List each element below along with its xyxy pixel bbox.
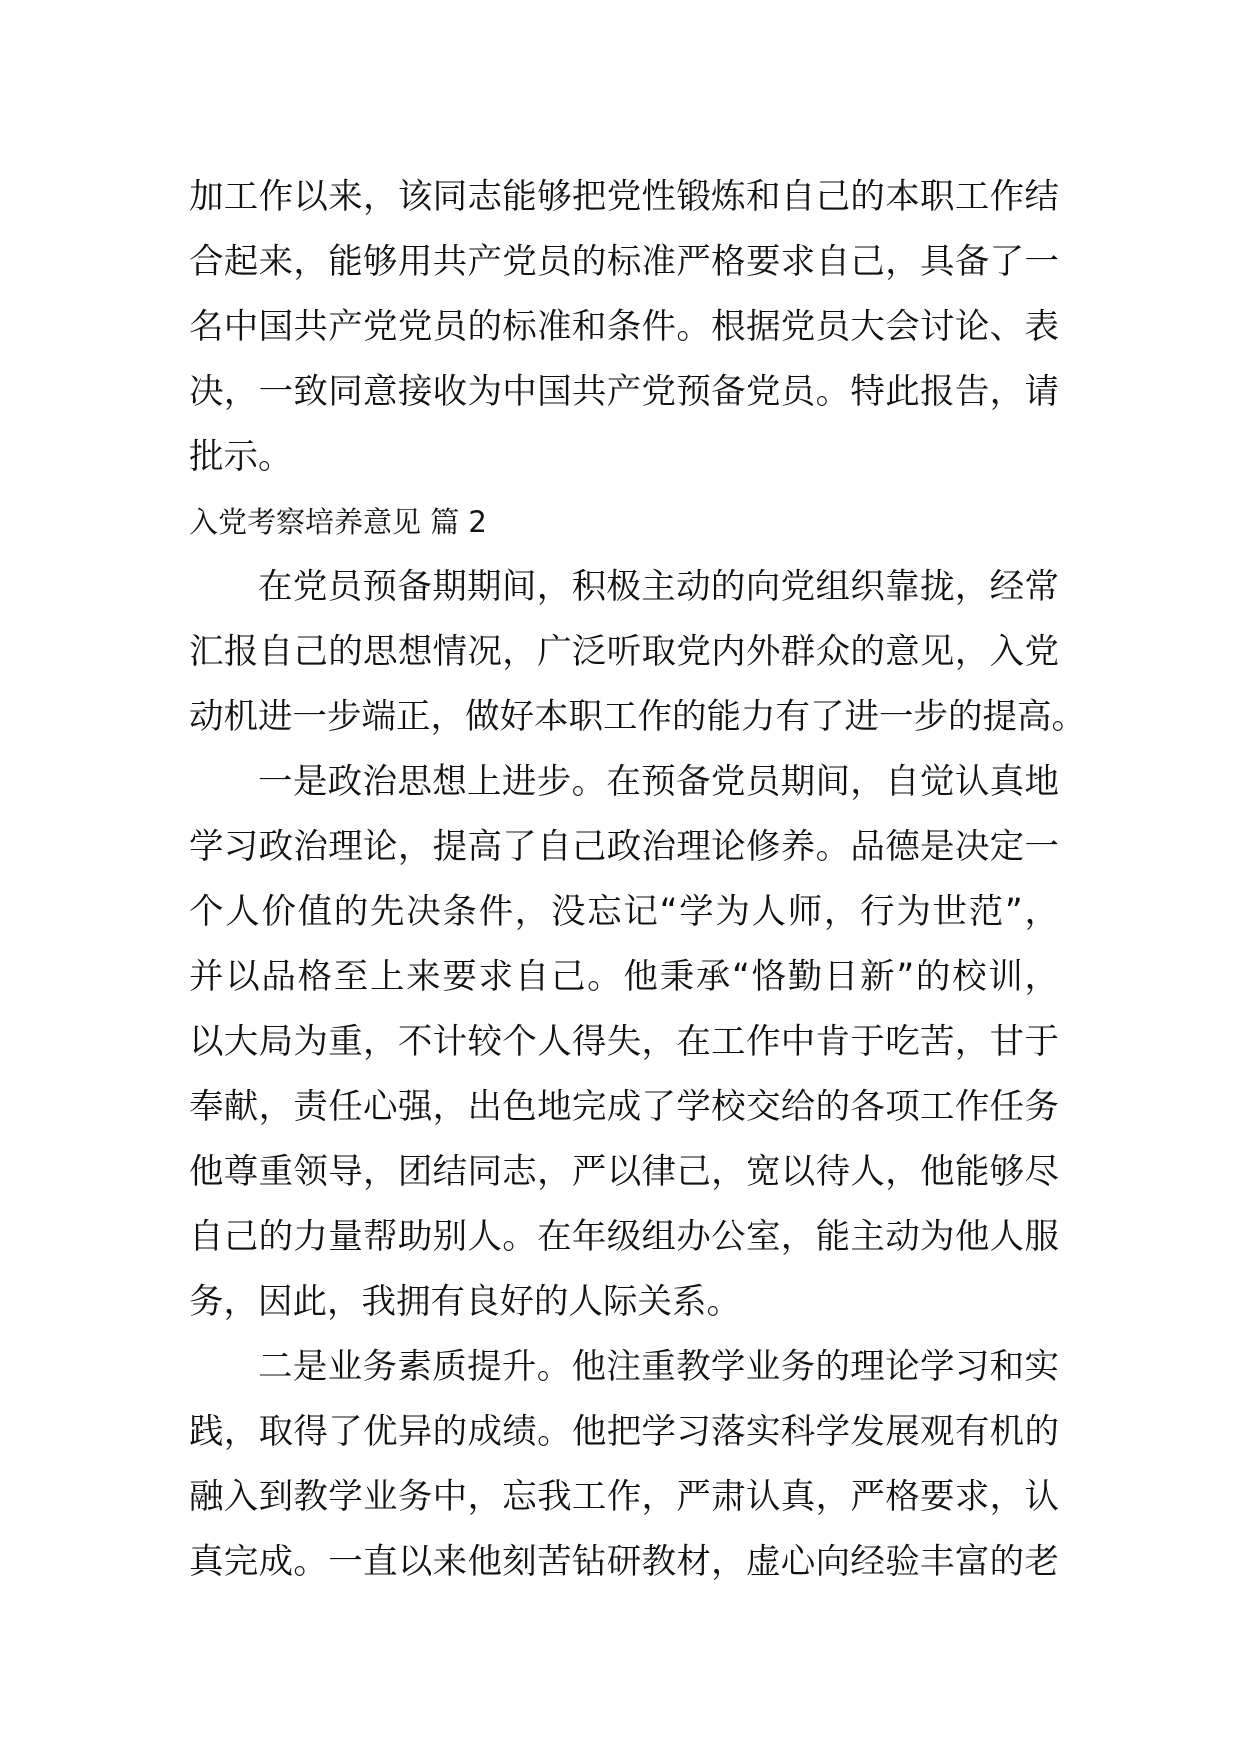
text-line: 名中国共产党党员的标准和条件。根据党员大会讨论、表 [189,307,1059,347]
text-line: 合起来，能够用共产党员的标准严格要求自己，具备了一 [189,242,1059,282]
text-line: 在党员预备期期间，积极主动的向党组织靠拢，经常 [258,567,1059,607]
document-page [189,165,1086,1595]
text-line: 学习政治理论，提高了自己政治理论修养。品德是决定一 [189,827,1059,867]
text-line: 并以品格至上来要求自己。他秉承“恪勤日新”的校训， [189,957,1059,997]
text-line: 批示。 [189,437,293,477]
text-line: 一是政治思想上进步。在预备党员期间，自觉认真地 [258,762,1059,802]
text-line: 决，一致同意接收为中国共产党预备党员。特此报告，请 [189,372,1059,412]
text-line: 动机进一步端正，做好本职工作的能力有了进一步的提高。 [189,697,1086,737]
paragraph [189,165,1059,490]
text-line: 践，取得了优异的成绩。他把学习落实科学发展观有机的 [189,1412,1059,1452]
heading-text: 入党考察培养意见 篇 2 [189,505,487,539]
text-line: 个人价值的先决条件，没忘记“学为人师，行为世范”， [189,892,1059,932]
text-line: 自己的力量帮助别人。在年级组办公室，能主动为他人服 [189,1217,1059,1257]
text-line: 奉献，责任心强，出色地完成了学校交给的各项工作任务 [189,1087,1059,1127]
text-line: 加工作以来，该同志能够把党性锻炼和自己的本职工作结 [189,177,1059,217]
paragraph [189,1335,1059,1595]
text-line: 他尊重领导，团结同志，严以律己，宽以待人，他能够尽 [189,1152,1059,1192]
text-line: 汇报自己的思想情况，广泛听取党内外群众的意见，入党 [189,632,1059,672]
text-line: 融入到教学业务中，忘我工作，严肃认真，严格要求，认 [189,1477,1059,1517]
paragraph [189,750,1059,1335]
text-line: 务，因此，我拥有良好的人际关系。 [189,1282,741,1322]
text-line: 二是业务素质提升。他注重教学业务的理论学习和实 [258,1347,1059,1387]
text-line: 真完成。一直以来他刻苦钻研教材，虚心向经验丰富的老 [189,1542,1059,1582]
paragraph [189,555,1086,750]
section-heading [189,490,1059,555]
text-line: 以大局为重，不计较个人得失，在工作中肯于吃苦，甘于 [189,1022,1059,1062]
